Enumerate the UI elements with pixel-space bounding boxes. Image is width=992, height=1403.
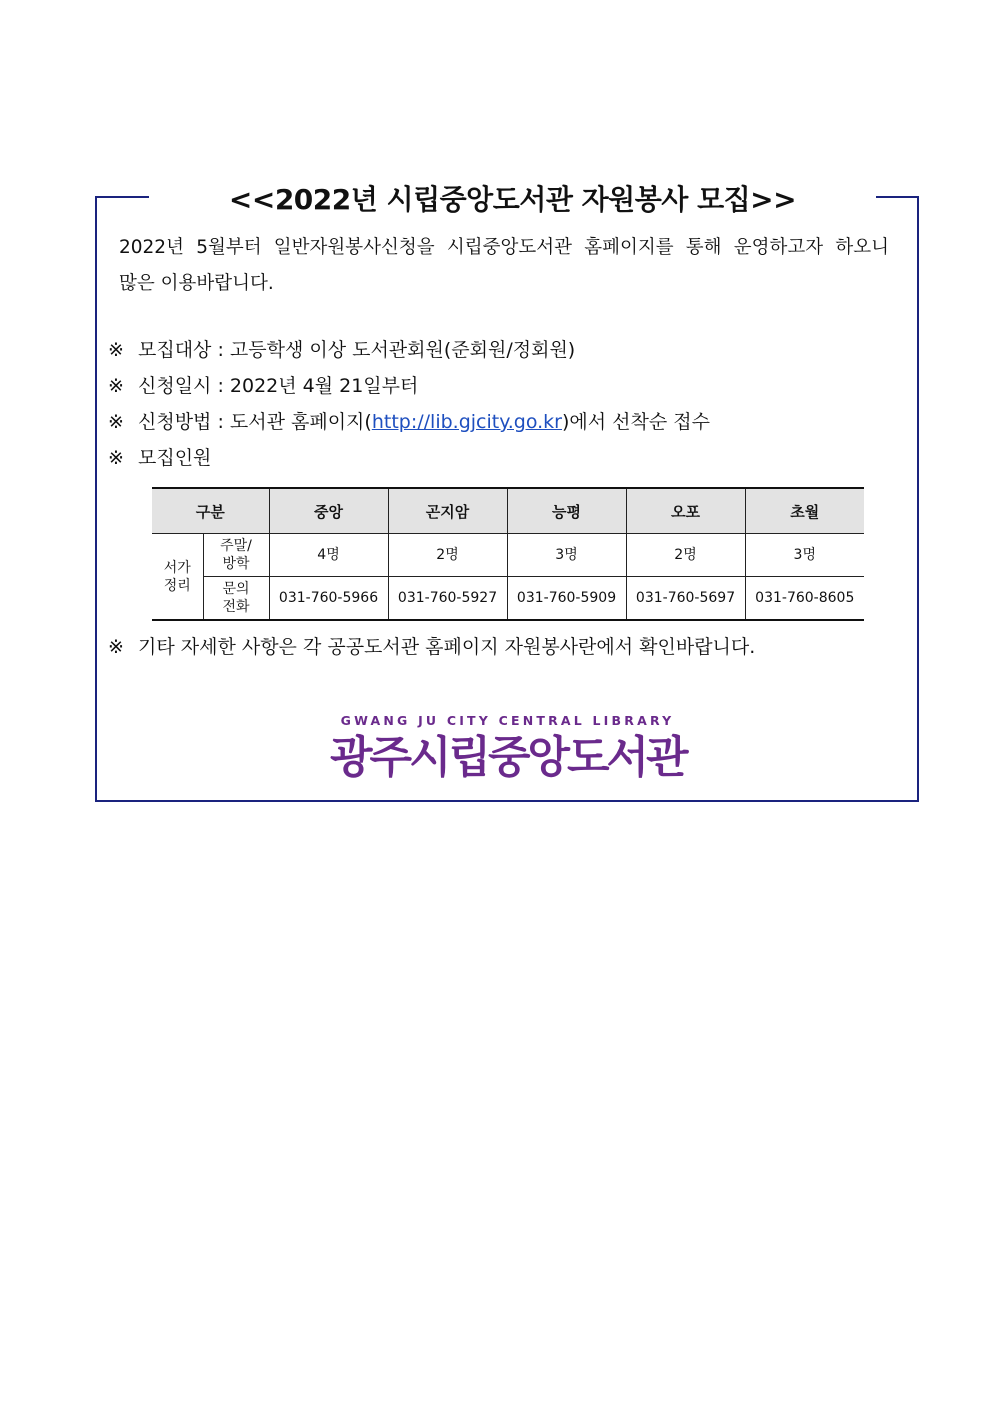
count-cell: 3명	[507, 534, 626, 577]
reference-mark-icon: ※	[108, 636, 124, 658]
item-target	[108, 336, 575, 364]
table-row	[152, 577, 864, 621]
header-library: 중앙	[269, 488, 388, 534]
item-count	[108, 444, 211, 472]
item-etc	[108, 633, 755, 661]
item-etc-text: 기타 자세한 사항은 각 공공도서관 홈페이지 자원봉사란에서 확인바랍니다.	[138, 636, 756, 658]
header-category: 구분	[152, 488, 269, 534]
intro-line-2: 많은 이용바랍니다.	[119, 273, 274, 294]
phone-cell: 031-760-5927	[388, 577, 507, 621]
reference-mark-icon: ※	[108, 375, 124, 397]
frame-top-left-line	[95, 196, 149, 198]
item-count-text: 모집인원	[138, 447, 212, 469]
reference-mark-icon: ※	[108, 339, 124, 361]
intro-paragraph	[119, 230, 889, 302]
count-cell: 2명	[388, 534, 507, 577]
header-library: 오포	[626, 488, 745, 534]
item-date-text: 신청일시 : 2022년 4월 21일부터	[138, 375, 419, 397]
item-method-suffix: )에서 선착순 접수	[562, 411, 710, 433]
table-row	[152, 534, 864, 577]
header-library: 능평	[507, 488, 626, 534]
item-method-prefix: 신청방법 : 도서관 홈페이지(	[138, 411, 372, 433]
frame-bottom-line	[95, 800, 919, 802]
item-date	[108, 372, 418, 400]
frame-top-right-line	[876, 196, 919, 198]
logo-english-text: GWANG JU CITY CENTRAL LIBRARY	[340, 713, 675, 728]
phone-cell: 031-760-5697	[626, 577, 745, 621]
library-homepage-link[interactable]: http://lib.gjcity.go.kr	[371, 411, 562, 433]
item-target-text: 모집대상 : 고등학생 이상 도서관회원(준회원/정회원)	[138, 339, 576, 361]
row-label-cell: 문의 전화	[203, 577, 269, 621]
phone-cell: 031-760-5909	[507, 577, 626, 621]
page-title: <<2022년 시립중앙도서관 자원봉사 모집>>	[228, 183, 797, 216]
table-header-row	[152, 488, 864, 534]
library-logo	[330, 712, 685, 786]
row-label-cell: 주말/ 방학	[203, 534, 269, 577]
recruit-table	[152, 487, 864, 621]
header-library: 곤지암	[388, 488, 507, 534]
header-library: 초월	[745, 488, 864, 534]
phone-cell: 031-760-8605	[745, 577, 864, 621]
count-cell: 4명	[269, 534, 388, 577]
logo-korean-text: 광주시립중앙도서관	[330, 732, 686, 783]
frame-left-line	[95, 196, 97, 802]
reference-mark-icon: ※	[108, 411, 124, 433]
item-method	[108, 408, 710, 436]
phone-cell: 031-760-5966	[269, 577, 388, 621]
reference-mark-icon: ※	[108, 447, 124, 469]
frame-right-line	[917, 196, 919, 802]
intro-line-1: 2022년 5월부터 일반자원봉사신청을 시립중앙도서관 홈페이지를 통해 운영하고자 하오니	[119, 237, 889, 258]
category-cell: 서가 정리	[152, 534, 203, 621]
count-cell: 2명	[626, 534, 745, 577]
count-cell: 3명	[745, 534, 864, 577]
